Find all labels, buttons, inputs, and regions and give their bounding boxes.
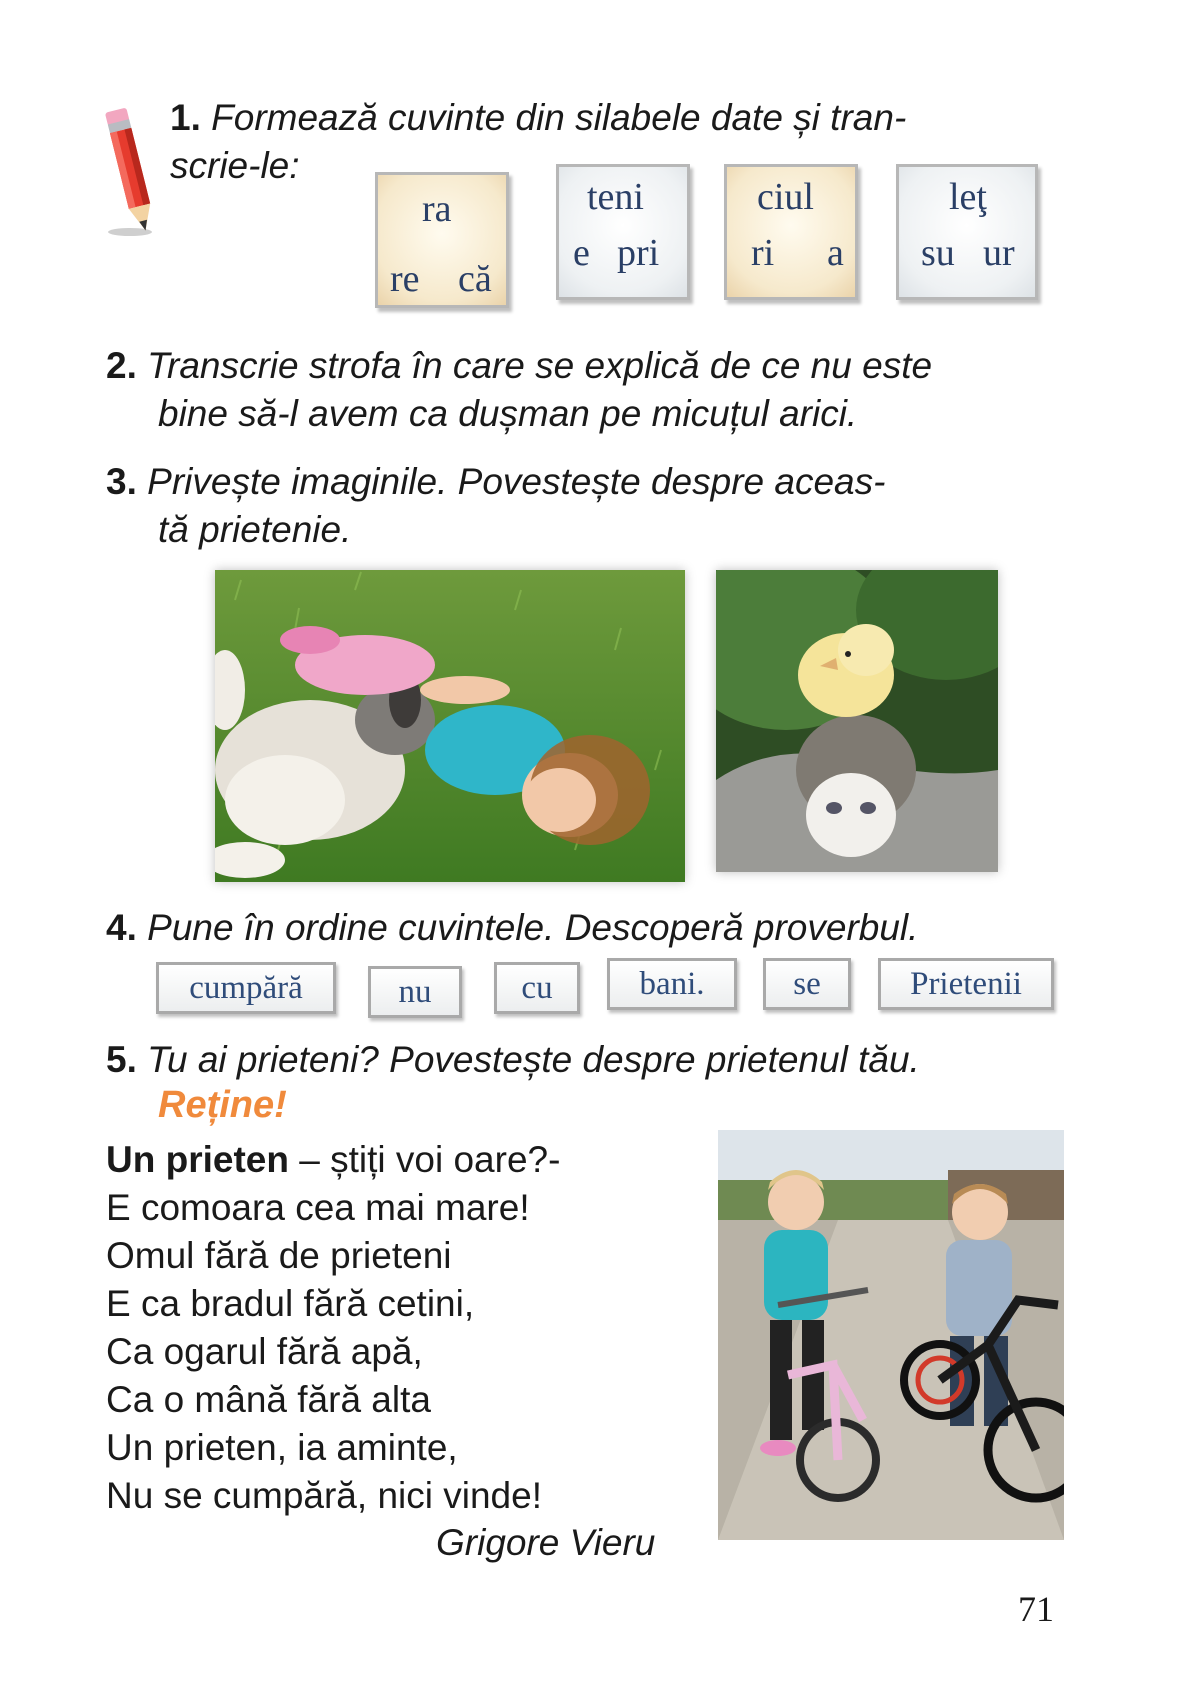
word-card-1: cumpără <box>156 962 336 1014</box>
exercise-5-number: 5. <box>106 1039 137 1080</box>
poem-line-1-rest: – știți voi oare?- <box>288 1139 561 1180</box>
syllable: teni <box>587 176 644 218</box>
page-number: 71 <box>1018 1589 1054 1629</box>
exercise-4-instruction: Pune în ordine cuvintele. Descoperă proverbul. <box>147 907 919 948</box>
exercise-3-instruction: Privește imaginile. Povestește despre aceas- <box>147 461 886 502</box>
exercise-3-line1 <box>106 458 1096 506</box>
exercise-1-line1 <box>170 94 1070 142</box>
poem-line: Omul fără de prieteni <box>106 1235 452 1276</box>
syllable: e <box>573 232 590 274</box>
syllable-box-3 <box>724 164 858 300</box>
poem-line: Un prieten, ia aminte, <box>106 1427 458 1468</box>
syllable: ciul <box>757 176 814 218</box>
syllable: a <box>827 232 844 274</box>
poem-line: Nu se cumpără, nici vinde! <box>106 1475 542 1516</box>
poem-line: E ca bradul fără cetini, <box>106 1283 475 1324</box>
syllable: su <box>921 232 955 274</box>
syllable: re <box>390 258 420 300</box>
exercise-4-number: 4. <box>106 907 137 948</box>
syllable: ur <box>983 232 1015 274</box>
poem-author: Grigore Vieru <box>436 1522 656 1563</box>
syllable: ra <box>422 188 452 230</box>
pencil-icon <box>100 104 164 240</box>
syllable: leţ <box>949 176 987 218</box>
syllable: pri <box>617 232 660 274</box>
exercise-2-number: 2. <box>106 345 137 386</box>
exercise-5-line <box>106 1036 1096 1084</box>
exercise-2-line1 <box>106 342 1096 390</box>
retine-heading: Reține! <box>158 1084 287 1126</box>
word-card-5: se <box>763 958 851 1010</box>
syllable-box-1 <box>375 172 509 308</box>
exercise-3-number: 3. <box>106 461 137 502</box>
photo-kids-with-bicycles <box>718 1130 1064 1540</box>
exercise-1-instruction: Formează cuvinte din silabele date și tran- <box>211 97 907 138</box>
syllable-box-2 <box>556 164 690 300</box>
poem-highlight: Un prieten <box>106 1139 289 1180</box>
exercise-2-line2: bine să-l avem ca dușman pe micuțul arici. <box>158 393 858 434</box>
word-card-3: cu <box>494 962 580 1014</box>
poem-line: Ca ogarul fără apă, <box>106 1331 423 1372</box>
syllable-box-4 <box>896 164 1038 300</box>
photo-girl-and-dog <box>215 570 685 882</box>
exercise-1-number: 1. <box>170 97 201 138</box>
poem-line: E comoara cea mai mare! <box>106 1187 530 1228</box>
exercise-1-line2: scrie-le: <box>170 145 300 186</box>
photo-chick-and-kitten <box>716 570 998 872</box>
word-card-6: Prietenii <box>878 958 1054 1010</box>
syllable: ri <box>751 232 775 274</box>
exercise-3-line2: tă prietenie. <box>158 509 352 550</box>
exercise-4-line <box>106 904 1096 952</box>
word-card-4: bani. <box>607 958 737 1010</box>
poem-line-1 <box>106 1136 706 1184</box>
exercise-5-instruction: Tu ai prieteni? Povestește despre prietenul tău. <box>147 1039 920 1080</box>
poem-line: Ca o mână fără alta <box>106 1379 431 1420</box>
word-card-2: nu <box>368 966 462 1018</box>
syllable: că <box>458 258 492 300</box>
poem <box>106 1136 706 1520</box>
exercise-2-instruction: Transcrie strofa în care se explică de ce nu este <box>147 345 933 386</box>
